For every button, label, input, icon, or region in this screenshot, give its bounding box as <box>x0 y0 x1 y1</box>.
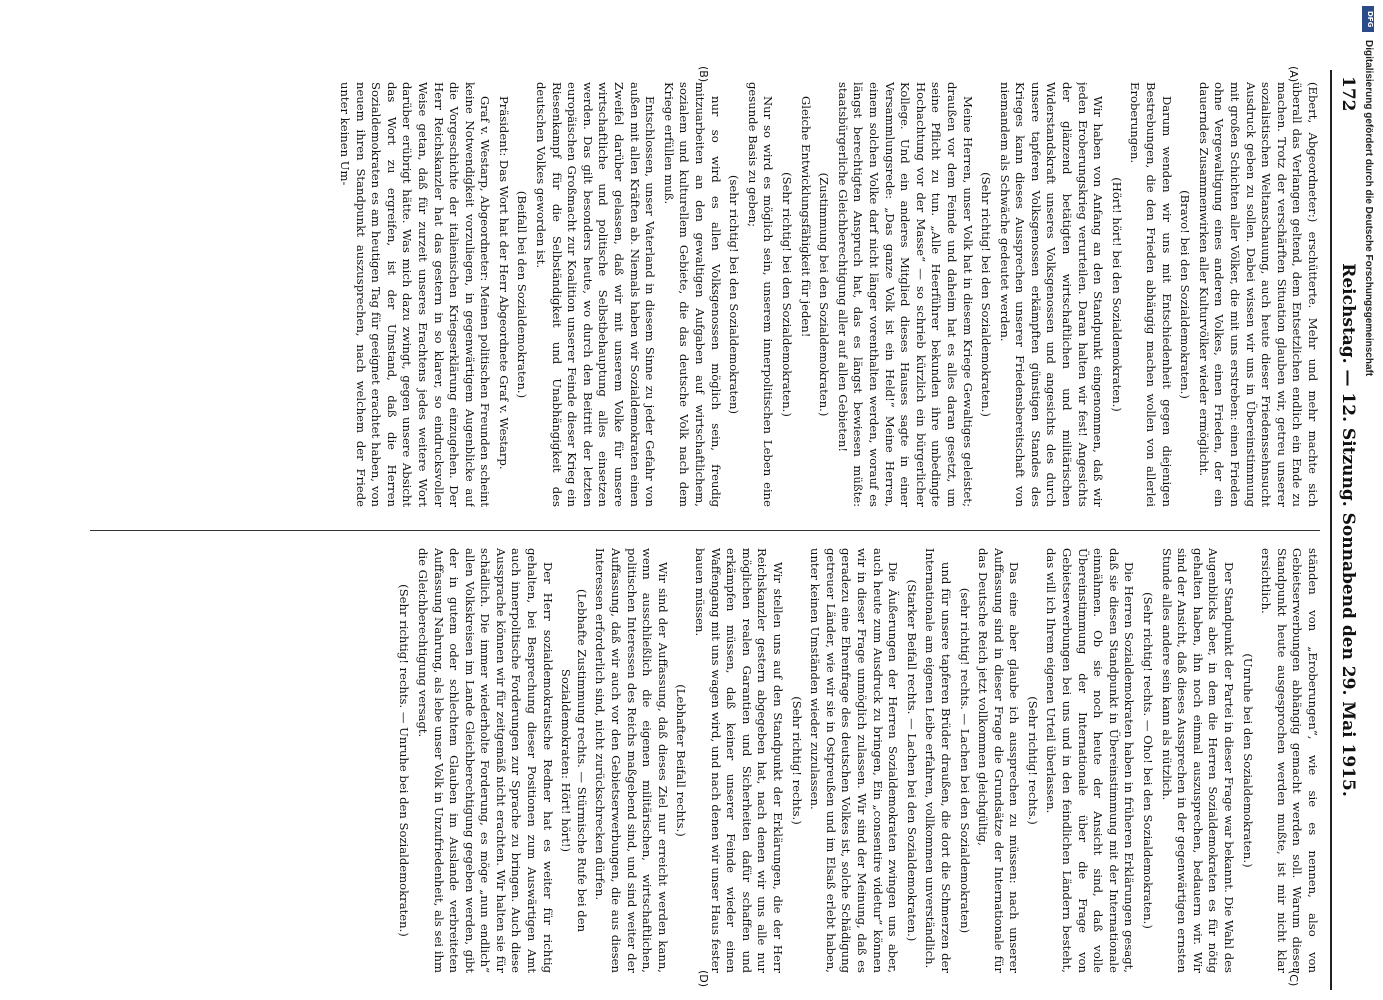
column-divider <box>90 530 1320 531</box>
dfg-logo: DFG <box>1362 6 1374 32</box>
interjection: (Sehr richtig! rechts. — Oho! bei den Sozialdemokraten.) <box>1141 592 1156 929</box>
interjection: (Unruhe bei den Sozialdemokraten.) <box>1240 653 1255 868</box>
paragraph: Darum wenden wir uns mit Entschiedenheit gegen diejenigen Bestrebungen, die den Frieden abhängig machen wollen von allerlei Eroberungen. <box>1128 82 1174 507</box>
paragraph: Der Herr sozialdemokratische Redner hat es weiter für richtig gehalten, bei Besprechung dieser Positionen zum Auswärtigen Amt auch innerpolitische Forderungen zur Sprache zu bringen. Auch diese Aussprache können wir für zeitgemäß nicht erachten. Wir halten sie für schädlich. Die immer wiederholte Forderung, es möge „nun endlich“ allen Volkskreisen im Lande Gleichberechtigung gegeben werden, gibt der in gutem oder schlechtem Glauben im Auslande verbreiteten Auffassung Nahrung, als lebe unser Volk in Unzufriedenheit, als sei ihm die Gleichberechtigung versagt. <box>415 548 555 973</box>
paragraph: Meine Herren, unser Volk hat in diesem Kriege Gewaltiges geleistet; draußen vor dem Feinde und daheim hat es alles daran gesetzt, um seine Pflicht zu tun. „Alle Heerführer bekunden ihre unbedingte Hochachtung vor der Masse“ — so schrieb kürzlich ein bürgerlicher Kollege. Und ein anderes Mitglied dieses Hauses sagte in einer Versammlungsrede: „Das ganze Volk ist ein Held!“ Meine Herren, einem solchen Volke darf nicht länger vorenthalten werden, worauf es längst berechtigten Anspruch hat, das es längst bewiesen müßte: staatsbürgerliche Gleichberechtigung aller auf allen Gebieten! <box>835 82 975 507</box>
paragraph: nur so wird es allen Volksgenossen möglich sein, freudig mitzuarbeiten an den gewaltigen Aufgaben auf wirtschaftlichem, sozialem und kulturellem Gebiete, die das deutsche Volk nach dem Kriege erfüllen muß. <box>661 82 723 507</box>
paragraph: Das eine aber glaube ich aussprechen zu müssen: nach unserer Auffassung sind in dieser Frage die Grundsätze der Internationale für das Deutsche Reich jetzt vollkommen gleichgültig, <box>976 548 1022 973</box>
paragraph: Nur so wird es möglich sein, unserem innerpolitischen Leben eine gesunde Basis zu geben; <box>745 82 776 507</box>
interjection: (Lebhafte Zustimmung rechts. — Stürmische Rufe bei den Sozialdemokraten: Hört! hört!) <box>559 588 589 933</box>
paragraph: Die Herren Sozialdemokraten haben in früheren Erklärungen gesagt, daß sie diesen Standpunkt in Übereinstimmung mit der Internationale einnähmen. Ob sie noch heute der Ansicht sind, daß volle Übereinstimmung der Internationale über die Frage von Gebietserwerbungen bei uns und in den feindlichen Ländern besteht, das will ich Ihrem eigenen Urteil überlassen. <box>1044 548 1137 973</box>
paragraph: Gleiche Entwicklungsfähigkeit für jeden! <box>798 96 813 338</box>
interjection: (Sehr richtig! bei den Sozialdemokraten.) <box>979 172 994 417</box>
paragraph: Der Standpunkt der Partei in dieser Frage war bekannt. Die Wahl des Augenblicks aber, in dem die Herren Sozialdemokraten es für nötig gehalten haben, ihn noch einmal auszusprechen, bedauern wir. Wir sind der Ansicht, daß dieses Aussprechen in der gegenwärtigen ernsten Stunde alles andere sein kann als nützlich. <box>1159 548 1237 973</box>
speaker-paragraph: Graf v. Westarp, Abgeordneter: Meinen politischen Freunden scheint keine Notwendigkeit vorzuliegen, in gegenwärtigem Augenblicke auf die Vorgeschichte der italienischen Kriegserklärung einzugehen. Der Herr Reichskanzler hat das gestern in so klarer, so eindrucksvoller Weise getan, daß für zurzeit unseres Erachtens jedes weitere Wort darüber erübrigt hätte. Was mich dazu zwingt, gegen unsere Absicht das Wort zu ergreifen, ist der Umstand, daß die Herren Sozialdemokraten es am heutigen Tag für geeignet erachtet haben, von neuem ihren Standpunkt auszusprechen, nach welchem der Friede unter keinen Um- <box>337 82 493 507</box>
interjection: (Sehr richtig! bei den Sozialdemokraten.) <box>780 172 794 417</box>
rotated-page <box>70 66 1360 990</box>
margin-marker-b: (B) <box>697 66 710 83</box>
interjection: (sehr richtig! bei den Sozialdemokraten) <box>727 174 742 415</box>
interjection: (Sehr richtig! rechts.) <box>789 696 804 825</box>
interjection: (Zustimmung bei den Sozialdemokraten.) <box>817 172 832 417</box>
paragraph: Die Äußerungen der Herren Sozialdemokraten zwingen uns aber, auch heute zum Ausdruck zu bringen, Ein „consentire videtur“ können wir in dieser Frage unmöglich zulassen. Wir sind der Meinung, daß es geradezu eine Ehrenfrage des deutschen Volkes ist, solche Schädigung getreuer Länder, wie wir sie in Ostpreußen und im Elsaß erlebt haben, unter keinen Umständen wieder zuzulassen. <box>808 548 901 973</box>
interjection: (sehr richtig! rechts. — Lachen bei den Sozialdemokraten) <box>957 587 972 934</box>
paragraph: Entschlossen, unser Vaterland in diesem Sinne zu jeder Gefahr von außen mit allen Kräften ab. Niemals haben wir Sozialdemokraten einen Zweifel darüber gelassen, daß wir mit unserem Volke für unsere wirtschaftliche und politische Selbstbehauptung alles einsetzen werden. Das gilt besonders heute, wo durch den Beitritt der letzten europäischen Großmacht zur Koalition unserer Feinde dieser Krieg ein Riesenkampf für die Selbständigkeit und Unabhängigkeit des deutschen Volkes geworden ist. <box>534 82 658 507</box>
left-column <box>80 82 1320 507</box>
page-header <box>1330 70 1360 990</box>
digitization-credit: Digitalisierung gefördert durch die Deutsche Forschungsgemeinschaft <box>1363 40 1374 377</box>
interjection: (Bravo! bei den Sozialdemokraten.) <box>1178 190 1193 399</box>
paragraph: (Ebert, Abgeordneter:) erschütterte. Mehr und mehr machte sich überall das Verlangen geltend, dem Entsetzlichen endlich ein Ende zu machen. Trotz der verschärften Situation glauben wir, getreu unserer sozialistischen Weltanschauung, auch heute dieser Friedenssehnsucht Ausdruck geben zu sollen. Dabei wissen wir uns in Übereinstimmung mit großen Schichten aller Völker, die mit uns erstreben: einen Frieden ohne Vergewaltigung eines anderen Volkes, einen Frieden, der ein dauerndes Zusammenwirken aller Kulturvölker wieder ermöglicht. <box>1196 82 1320 507</box>
interjection: (Sehr richtig! rechts.) <box>1025 696 1040 825</box>
paragraph: ständen von „Eroberungen“, wie sie es nennen, also von Gebietserwerbungen abhängig gemacht werden soll. Warum dieser Standpunkt heute ausgesprochen werden mußte, ist mir nicht klar ersichtlich. <box>1259 548 1320 973</box>
paragraph: Wir haben von Anfang an den Standpunkt eingenommen, daß wir jeden Eroberungskrieg verurteilen. Daran halten wir fest! Angesichts der glänzend betätigten wirtschaftlichen und militärischen Widerstandskraft unseres Volksgenossen und angesichts des durch unsere tapferen Volksgenossen erkämpften günstigen Standes des Krieges kann dieses Aussprechen unserer Friedensbereitschaft von niemandem als Schwäche gedeutet werden. <box>997 82 1106 507</box>
paragraph: Wir sind der Auffassung, daß dieses Ziel nur erreicht werden kann, wenn ausschließlich die eigenen militärischen, wirtschaftlichen, politischen Interessen des Reichs maßgebend sind, und sind weiter der Auffassung, daß wir auch vor den Gebietserwerbungen, die aus diesen Interessen erforderlich sind, nicht zurückschrecken dürfen. <box>593 548 670 973</box>
page-title: Reichstag. — 12. Sitzung. Sonnabend den 29. Mai 1915. <box>1338 263 1358 797</box>
interjection: (Sehr richtig! rechts. — Unruhe bei den Sozialdemokraten.) <box>397 584 412 937</box>
interjection: (Lebhafter Beifall rechts.) <box>674 684 689 837</box>
interjection: (Starker Beifall rechts. — Lachen bei den Sozialdemokraten.) <box>904 579 919 942</box>
margin-marker-d: (D) <box>697 970 710 988</box>
right-column <box>80 548 1320 973</box>
interjection: (Hört! hört! bei den Sozialdemokraten.) <box>1109 177 1124 412</box>
margin-marker-c: (C) <box>1287 970 1300 987</box>
interjection: (Beifall bei den Sozialdemokraten.) <box>515 190 530 399</box>
speaker-paragraph: Präsident: Das Wort hat der Herr Abgeordnete Graf v. Westarp. <box>496 96 511 470</box>
margin-marker-a: (A) <box>1287 66 1300 83</box>
paragraph: und für unsere tapferen Brüder draußen, die dort die Schmerzen der Internationale am eigenen Leibe erfahren, vollkommen unverständlich. <box>923 548 953 973</box>
paragraph: Wir stellen uns auf den Standpunkt der Erklärungen, die der Herr Reichskanzler gestern abgegeben hat, nach denen wir uns alle nur möglichen realen Garantien und Sicherheiten dafür schaffen und erkämpfen müssen, daß keiner unserer Feinde wieder einen Waffengang mit uns wagen wird, und nach denen wir unser Haus fester bauen müssen. <box>693 548 785 973</box>
page-number: 172 <box>1338 76 1358 112</box>
